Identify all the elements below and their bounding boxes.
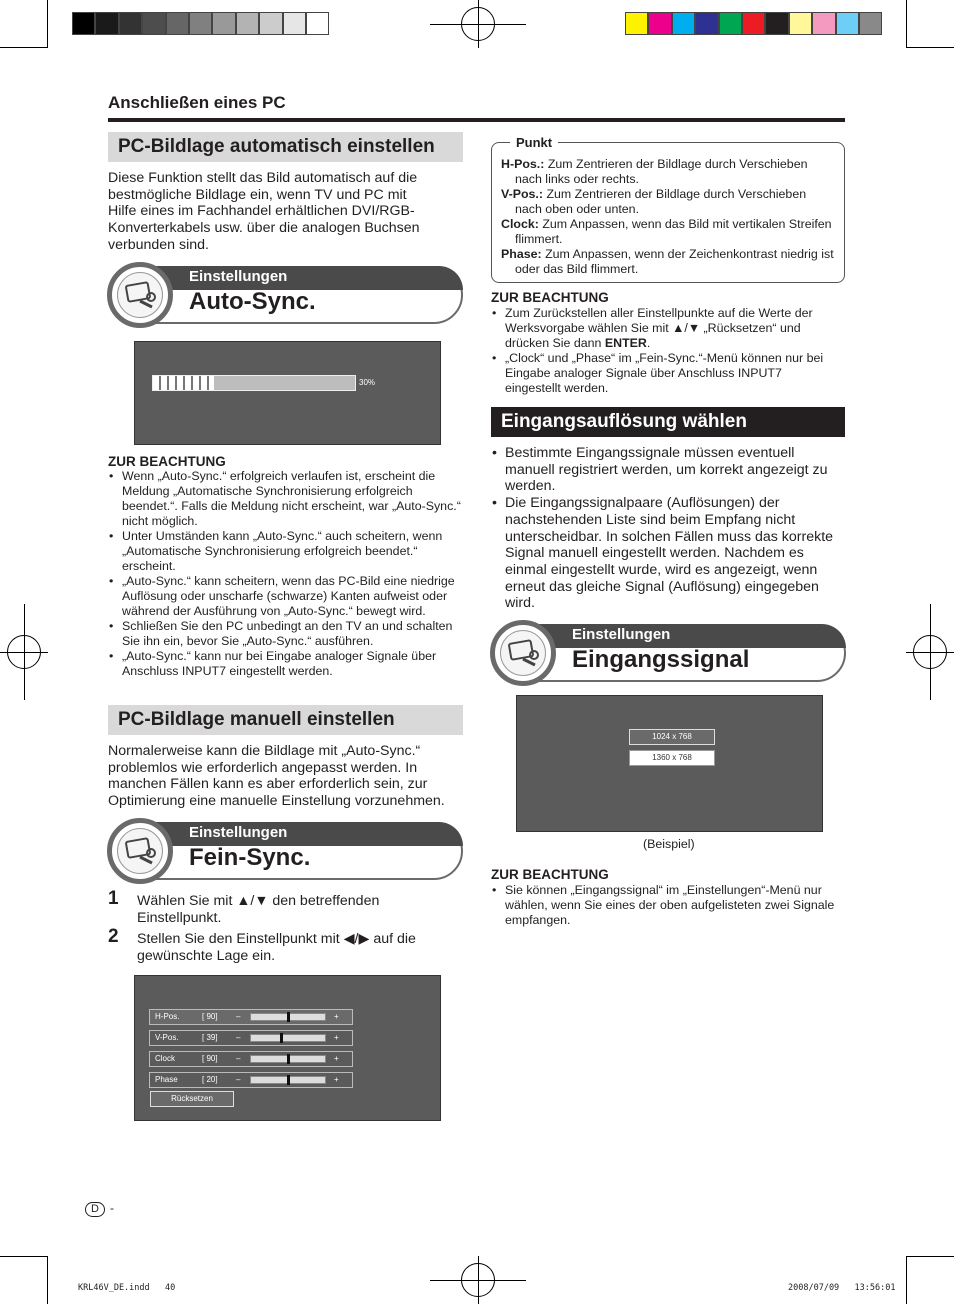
tools-icon bbox=[118, 273, 162, 317]
auto-note-title: ZUR BEACHTUNG bbox=[108, 454, 226, 469]
slider-track[interactable] bbox=[250, 1055, 326, 1063]
bullet-item: • Die Eingangssignalpaare (Auflösungen) der nachstehenden Liste sind beim Empfang nicht unterscheidbar. In solchen Fällen muss das korrekte Signal manuell eingestellt werden. Nachdem es einmal eingestellt wurde, wird es angezeigt, wenn erneut das gleiche Signal (Auflösung) eingegeben wird. bbox=[491, 495, 841, 612]
banner-title: Eingangssignal bbox=[572, 646, 750, 673]
punkt-list bbox=[501, 157, 835, 277]
color-swatch bbox=[625, 12, 648, 35]
punkt-item: V-Pos.: Zum Zentrieren der Bildlage durch Verschieben nach oben oder unten. bbox=[501, 187, 807, 216]
step-text: Wählen Sie mit ▲/▼ den betreffenden Einstellpunkt. bbox=[137, 893, 380, 926]
resolution-option[interactable]: 1024 x 768 bbox=[629, 729, 715, 745]
progress-fill bbox=[153, 376, 214, 390]
color-swatch bbox=[836, 12, 859, 35]
slider-knob[interactable] bbox=[287, 1054, 290, 1064]
menu-item-name: Clock bbox=[155, 1054, 176, 1063]
color-swatch bbox=[765, 12, 788, 35]
note-item: • Schließen Sie den PC unbedingt an den TV an und schalten Sie ihn ein, bevor Sie „Auto-Sync.“ ausführen. bbox=[108, 619, 463, 649]
banner-label: Einstellungen bbox=[189, 268, 288, 285]
plus-sign: + bbox=[334, 1033, 339, 1042]
section-heading-input: Eingangsauflösung wählen bbox=[491, 407, 845, 437]
gray-swatch bbox=[142, 12, 165, 35]
auto-sync-screen bbox=[134, 341, 441, 445]
menu-item-value: [ 20] bbox=[202, 1075, 218, 1084]
menu-row[interactable] bbox=[149, 1009, 353, 1025]
footer-date: 2008/07/09 13:56:01 bbox=[788, 1283, 896, 1293]
input-bullets bbox=[491, 445, 841, 612]
footer-file: KRL46V_DE.indd 40 bbox=[78, 1283, 176, 1293]
note-item: • Wenn „Auto-Sync.“ erfolgreich verlaufen ist, erscheint die Meldung „Automatische Synchronisierung erfolgreich beendet.“. Falls die Meldung nicht erscheint, war „Auto-Sync.“ nicht möglich. bbox=[108, 469, 463, 529]
menu-banner-fein-sync bbox=[107, 818, 465, 884]
heading-rule bbox=[108, 118, 845, 122]
step-number: 2 bbox=[108, 926, 119, 947]
page-heading: Anschließen eines PC bbox=[108, 93, 286, 112]
menu-item-value: [ 39] bbox=[202, 1033, 218, 1042]
eingangssignal-screen bbox=[516, 695, 823, 832]
menu-item-name: V-Pos. bbox=[155, 1033, 179, 1042]
banner-title: Fein-Sync. bbox=[189, 844, 311, 871]
gray-swatch bbox=[212, 12, 235, 35]
color-swatch bbox=[812, 12, 835, 35]
slider-knob[interactable] bbox=[280, 1033, 283, 1043]
example-caption: (Beispiel) bbox=[643, 837, 695, 851]
gray-swatch bbox=[119, 12, 142, 35]
banner-label: Einstellungen bbox=[572, 626, 671, 643]
color-swatch bbox=[695, 12, 718, 35]
menu-row[interactable] bbox=[149, 1030, 353, 1046]
menu-item-value: [ 90] bbox=[202, 1054, 218, 1063]
plus-sign: + bbox=[334, 1054, 339, 1063]
banner-label: Einstellungen bbox=[189, 824, 288, 841]
banner-title: Auto-Sync. bbox=[189, 288, 316, 315]
minus-sign: – bbox=[236, 1012, 241, 1021]
punkt-item: Phase: Zum Anpassen, wenn der Zeichenkontrast niedrig ist oder das Bild flimmert. bbox=[501, 247, 834, 276]
punkt-item: H-Pos.: Zum Zentrieren der Bildlage durch Verschieben nach links oder rechts. bbox=[501, 157, 808, 186]
tools-icon bbox=[118, 829, 162, 873]
color-swatch bbox=[859, 12, 882, 35]
minus-sign: – bbox=[236, 1075, 241, 1084]
color-swatch bbox=[672, 12, 695, 35]
right-notes bbox=[491, 306, 831, 396]
gray-swatch bbox=[72, 12, 95, 35]
gray-swatch bbox=[283, 12, 306, 35]
menu-item-name: H-Pos. bbox=[155, 1012, 180, 1021]
section-heading-manual: PC-Bildlage manuell einstellen bbox=[108, 705, 463, 735]
gray-swatch bbox=[259, 12, 282, 35]
resolution-option-selected[interactable]: 1360 x 768 bbox=[629, 750, 715, 766]
manual-intro: Normalerweise kann die Bildlage mit „Auto-Sync.“ problemlos wie erforderlich angepasst werden. In manchen Fällen kann es aber erforderlich sein, zur Optimierung eine manuelle Einstellung vorzunehmen. bbox=[108, 743, 445, 810]
note-item: • „Auto-Sync.“ kann nur bei Eingabe analoger Signale über Anschluss INPUT7 eingestellt werden. bbox=[108, 649, 463, 679]
gray-swatch bbox=[95, 12, 118, 35]
menu-item-name: Phase bbox=[155, 1075, 178, 1084]
punkt-box bbox=[491, 135, 845, 283]
punkt-title: Punkt bbox=[510, 135, 558, 150]
note-item: • „Auto-Sync.“ kann scheitern, wenn das PC-Bild eine niedrige Auflösung oder unscharfe (schwarze) Kanten aufweist oder während der Ausführung von „Auto-Sync.“ bewegt wird. bbox=[108, 574, 463, 619]
menu-banner-eingangssignal bbox=[490, 620, 848, 686]
page-dash: - bbox=[110, 1201, 114, 1215]
menu-row[interactable] bbox=[149, 1051, 353, 1067]
plus-sign: + bbox=[334, 1075, 339, 1084]
slider-knob[interactable] bbox=[287, 1012, 290, 1022]
fein-sync-screen bbox=[134, 975, 441, 1121]
reset-button[interactable]: Rücksetzen bbox=[150, 1091, 234, 1107]
input-note-title: ZUR BEACHTUNG bbox=[491, 867, 609, 882]
gray-swatch bbox=[189, 12, 212, 35]
color-swatch bbox=[648, 12, 671, 35]
tools-icon bbox=[501, 631, 545, 675]
bullet-item: • Bestimmte Eingangssignale müssen eventuell manuell registriert werden, um korrekt angezeigt zu werden. bbox=[491, 445, 841, 495]
menu-row[interactable] bbox=[149, 1072, 353, 1088]
plus-sign: + bbox=[334, 1012, 339, 1021]
minus-sign: – bbox=[236, 1033, 241, 1042]
color-swatch bbox=[789, 12, 812, 35]
gray-swatch bbox=[306, 12, 329, 35]
note-item: • Sie können „Eingangssignal“ im „Einstellungen“-Menü nur wählen, wenn Sie eines der oben aufgelisteten zwei Signale empfangen. bbox=[491, 883, 846, 928]
slider-track[interactable] bbox=[250, 1034, 326, 1042]
progress-bar bbox=[152, 375, 356, 391]
slider-track[interactable] bbox=[250, 1013, 326, 1021]
progress-percent: 30% bbox=[359, 378, 376, 387]
color-swatch bbox=[742, 12, 765, 35]
minus-sign: – bbox=[236, 1054, 241, 1063]
input-notes bbox=[491, 883, 846, 928]
auto-intro: Diese Funktion stellt das Bild automatisch auf die bestmögliche Bildlage ein, wenn TV und PC mit Hilfe eines im Fachhandel erhältlichen DVI/RGB-Konverterkabels usw. über die analogen Buchsen verbunden sind. bbox=[108, 170, 420, 253]
color-swatch bbox=[719, 12, 742, 35]
step-text: Stellen Sie den Einstellpunkt mit ◀/▶ auf die gewünschte Lage ein. bbox=[137, 931, 416, 964]
step-number: 1 bbox=[108, 888, 119, 909]
slider-knob[interactable] bbox=[287, 1075, 290, 1085]
gray-swatch bbox=[166, 12, 189, 35]
note-item: • Zum Zurückstellen aller Einstellpunkte auf die Werte der Werksvorgabe wählen Sie mit ▲/▼ „Rücksetzen“ und drücken Sie dann ENTER. bbox=[491, 306, 831, 351]
gray-swatch bbox=[236, 12, 259, 35]
right-note-title: ZUR BEACHTUNG bbox=[491, 290, 609, 305]
punkt-item: Clock: Zum Anpassen, wenn das Bild mit vertikalen Streifen flimmert. bbox=[501, 217, 832, 246]
page-language-badge: D bbox=[85, 1202, 105, 1217]
auto-notes bbox=[108, 469, 463, 679]
slider-track[interactable] bbox=[250, 1076, 326, 1084]
menu-banner-auto-sync bbox=[107, 262, 465, 328]
note-item: • Unter Umständen kann „Auto-Sync.“ auch scheitern, wenn „Automatische Synchronisierung erfolgreich beendet.“ erscheint. bbox=[108, 529, 463, 574]
note-item: • „Clock“ und „Phase“ im „Fein-Sync.“-Menü können nur bei Eingabe analoger Signale über Anschluss INPUT7 eingestellt werden. bbox=[491, 351, 831, 396]
section-heading-auto: PC-Bildlage automatisch einstellen bbox=[108, 132, 463, 162]
menu-item-value: [ 90] bbox=[202, 1012, 218, 1021]
